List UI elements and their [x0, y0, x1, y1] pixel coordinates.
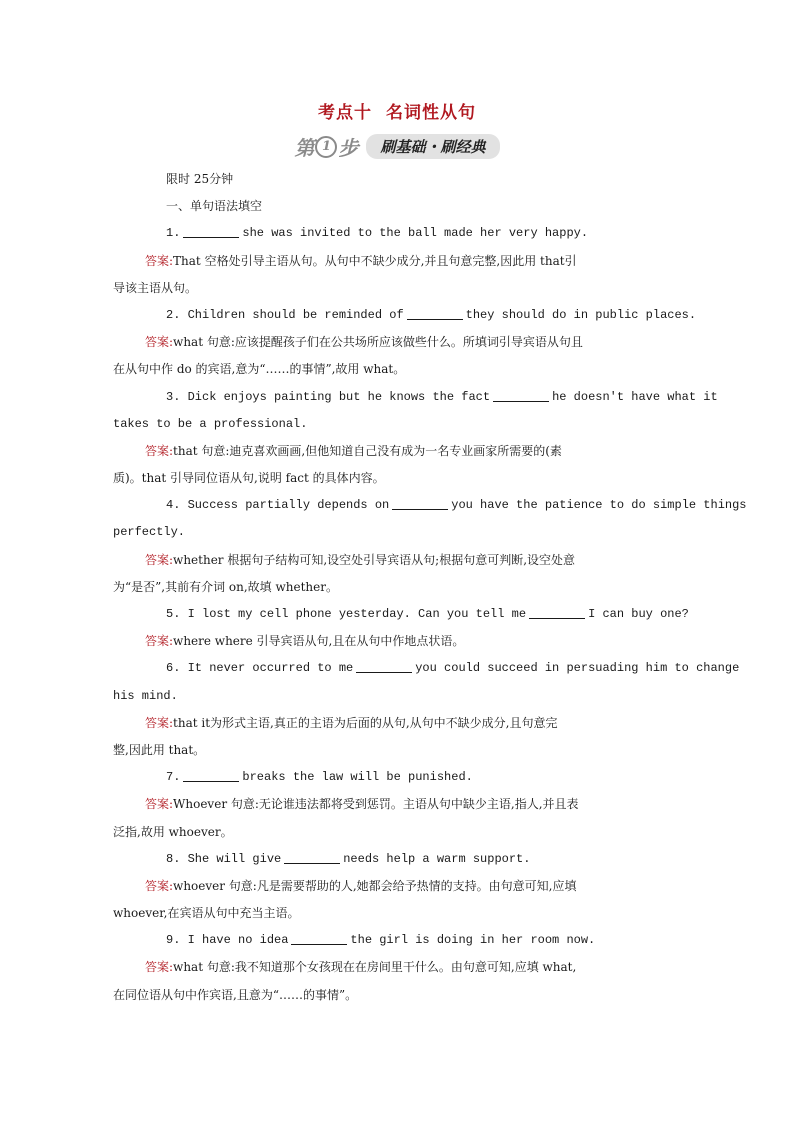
question-text: 5. I lost my cell phone yesterday. Can you tell me I can buy one? [166, 607, 689, 621]
answer-text: 答案:whoever 句意:凡是需要帮助的人,她都会给予热情的支持。由句意可知,应填 [145, 878, 577, 893]
question-text: 1. she was invited to the ball made her very happy. [166, 226, 589, 241]
answer-label: 答案: [145, 634, 174, 649]
step-banner [0, 132, 794, 161]
answer-text: 答案:what 句意:应该提醒孩子们在公共场所应该做些什么。所填词引导宾语从句且 [145, 335, 583, 350]
answer-text: whoever,在宾语从句中充当主语。 [113, 906, 300, 921]
answer-text: 为“是否”,其前有介词 on,故填 whether。 [113, 579, 338, 594]
question-text: 7. breaks the law will be punished. [166, 770, 473, 785]
answer-text: 答案:Whoever 句意:无论谁违法都将受到惩罚。主语从句中缺少主语,指人,并且表 [145, 797, 579, 812]
answer-text: 答案:that it为形式主语,真正的主语为后面的从句,从句中不缺少成分,且句意完 [145, 715, 558, 730]
answer-text: 答案:that 句意:迪克喜欢画画,但他知道自己没有成为一名专业画家所需要的(素 [145, 443, 562, 458]
question-item [113, 655, 740, 764]
answer-blank [183, 769, 239, 782]
answer-text: 答案:whether 根据句子结构可知,设空处引导宾语从句;根据句意可判断,设空处意 [145, 552, 576, 567]
answer-blank [284, 851, 340, 864]
step-pill: 刷基础・刷经典 [366, 134, 499, 159]
question-item [113, 492, 747, 601]
question-item [113, 846, 681, 928]
answer-text: 答案:what 句意:我不知道那个女孩现在在房间里干什么。由句意可知,应填 what, [145, 960, 577, 975]
time-limit: 限时 25分钟 [166, 172, 234, 186]
answer-blank [291, 932, 347, 945]
content [113, 166, 747, 1009]
question-text: his mind. [113, 688, 178, 703]
question-item [113, 384, 718, 493]
answer-label: 答案: [145, 878, 174, 893]
question-item [113, 764, 681, 846]
answer-blank [392, 497, 448, 510]
answer-label: 答案: [145, 443, 174, 458]
question-text: 4. Success partially depends on you have the patience to do simple things [166, 498, 747, 513]
answer-text: 整,因此用 that。 [113, 742, 206, 757]
question-item [113, 927, 681, 1009]
answer-text: 在从句中作 do 的宾语,意为“……的事情”,故用 what。 [113, 362, 406, 377]
question-item [113, 220, 681, 302]
question-text: 9. I have no idea the girl is doing in her room now. [166, 933, 596, 948]
answer-blank [529, 606, 585, 619]
question-item [113, 302, 697, 384]
title-part1: 考点十 [318, 103, 372, 123]
question-list [113, 220, 747, 1008]
question-text: perfectly. [113, 525, 186, 540]
question-text: takes to be a professional. [113, 416, 308, 431]
answer-blank [356, 660, 412, 673]
question-text: 6. It never occurred to me you could succeed in persuading him to change [166, 661, 740, 676]
answer-text: 在同位语从句中作宾语,且意为“……的事情”。 [113, 987, 358, 1002]
step-label: 第 1 步 [294, 136, 359, 160]
answer-text: 导该主语从句。 [113, 280, 198, 295]
answer-text: 质)。that 引导同位语从句,说明 fact 的具体内容。 [113, 471, 385, 486]
answer-blank [407, 307, 463, 320]
question-item [113, 601, 689, 655]
question-text: 3. Dick enjoys painting but he knows the fact he doesn't have what it [166, 389, 718, 404]
question-text: 2. Children should be reminded of they should do in public places. [166, 307, 697, 322]
answer-label: 答案: [145, 335, 174, 350]
title-part2: 名词性从句 [386, 103, 476, 123]
answer-blank [183, 225, 239, 238]
step-number-circle: 1 [315, 136, 337, 158]
answer-label: 答案: [145, 552, 174, 567]
answer-text: 泛指,故用 whoever。 [113, 824, 233, 839]
answer-blank [493, 389, 549, 402]
question-text: 8. She will give needs help a warm support. [166, 851, 531, 866]
answer-label: 答案: [145, 960, 174, 975]
answer-text: 答案:That 空格处引导主语从句。从句中不缺少成分,并且句意完整,因此用 that引 [145, 253, 577, 268]
section-heading: 一、单句语法填空 [166, 199, 263, 214]
answer-text: 答案:where where 引导宾语从句,且在从句中作地点状语。 [145, 634, 465, 649]
answer-label: 答案: [145, 797, 174, 812]
answer-label: 答案: [145, 715, 174, 730]
page-title [0, 98, 794, 123]
answer-label: 答案: [145, 253, 174, 268]
